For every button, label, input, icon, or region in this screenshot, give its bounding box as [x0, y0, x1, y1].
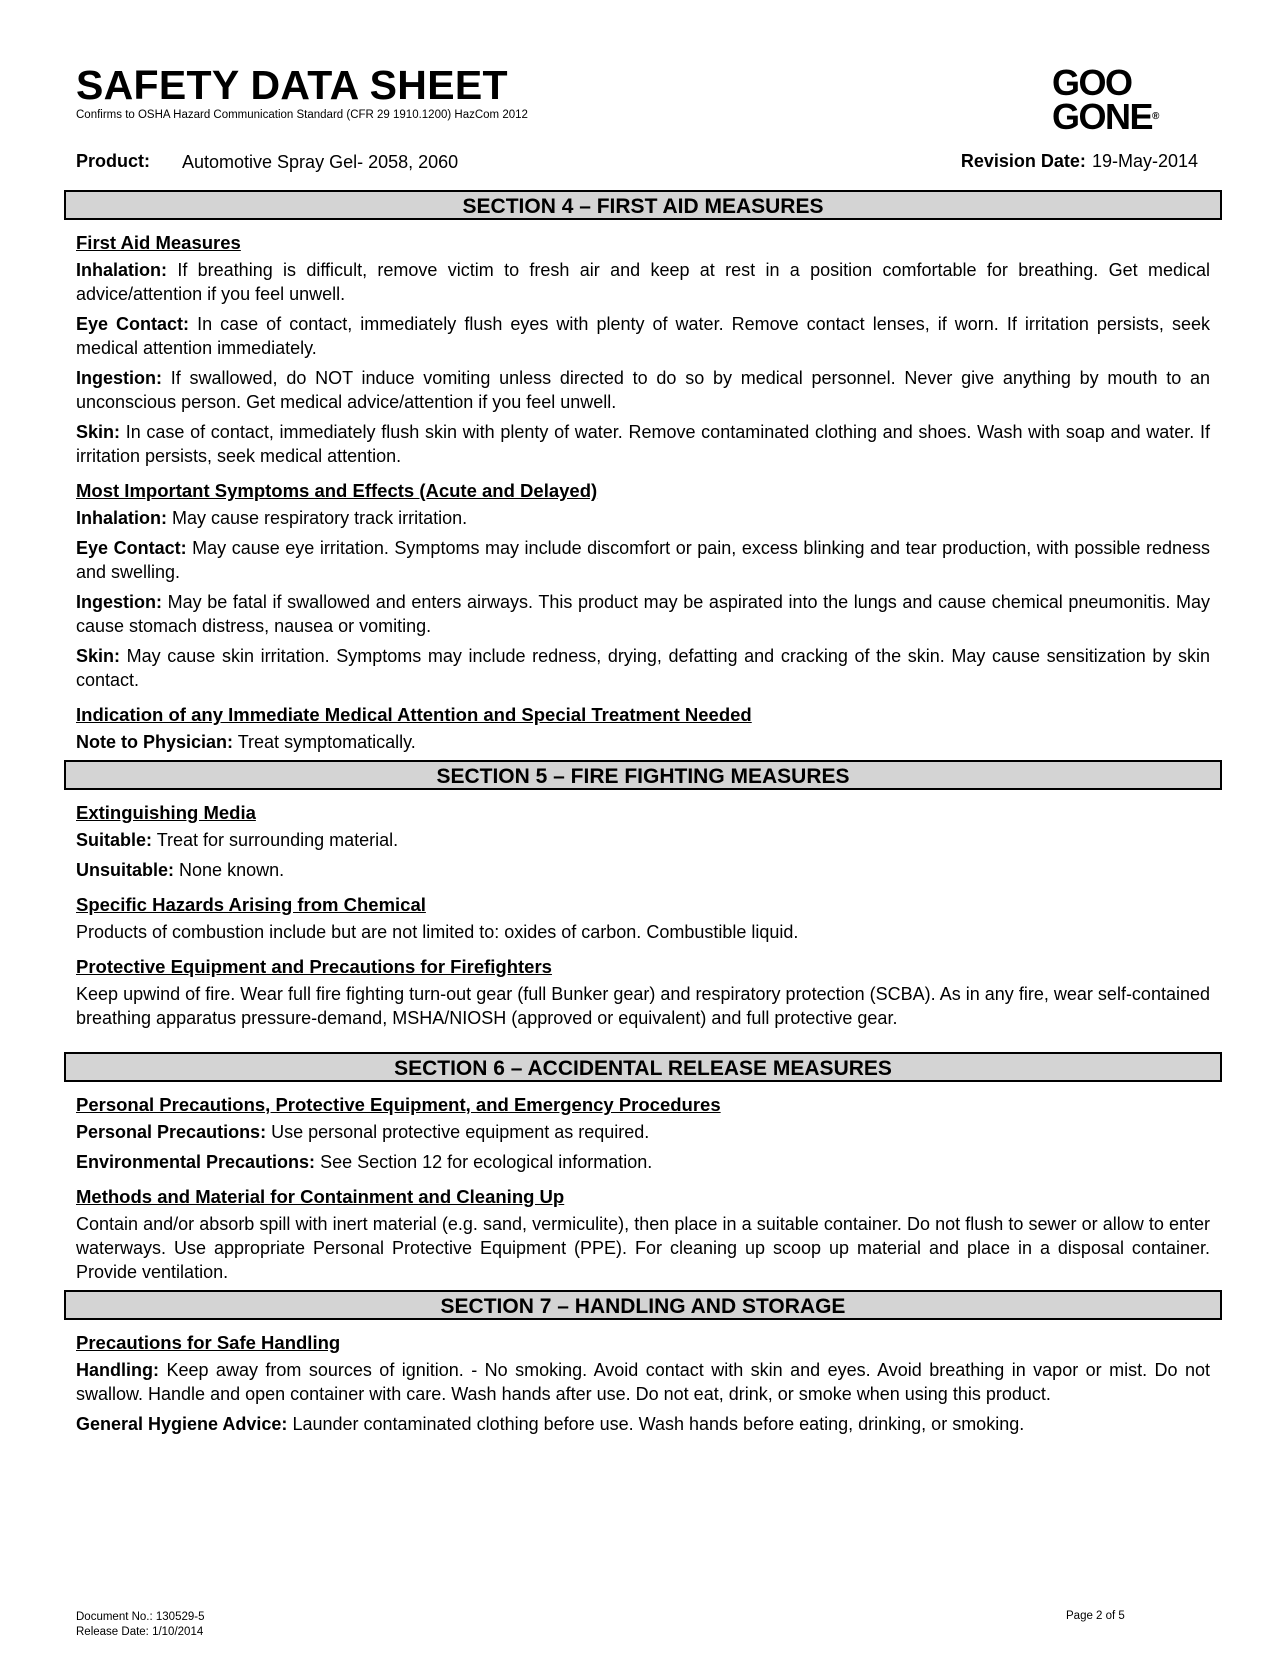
paragraph-text: Treat symptomatically. [237, 732, 416, 752]
paragraph-label: Environmental Precautions: [76, 1152, 316, 1172]
document-title: SAFETY DATA SHEET [76, 62, 508, 108]
paragraph-text: If breathing is difficult, remove victim to fresh air and keep at rest in a position comfortable for breathing. Get medical advice/attention if you feel unwell. [76, 260, 1210, 304]
subsection-heading: Specific Hazards Arising from Chemical [76, 894, 426, 915]
subsection-heading: Methods and Material for Containment and Cleaning Up [76, 1186, 565, 1207]
paragraph [76, 590, 1210, 638]
subsection-heading: Extinguishing Media [76, 802, 256, 823]
paragraph-label: Inhalation: [76, 260, 167, 280]
paragraph [76, 258, 1210, 306]
revision-label: Revision Date: [960, 151, 1086, 171]
revision-value: 19-May-2014 [1091, 151, 1198, 171]
subsection-heading: First Aid Measures [76, 232, 241, 253]
paragraph-label: Skin: [76, 422, 121, 442]
product-value: Automotive Spray Gel- 2058, 2060 [182, 152, 459, 172]
paragraph-text: If swallowed, do NOT induce vomiting unless directed to do so by medical personnel. Never give anything by mouth to an unconscious person. Get medical advice/attention if you feel unwell. [76, 368, 1210, 412]
paragraph-label: Ingestion: [76, 592, 162, 612]
paragraph-text: May be fatal if swallowed and enters airways. This product may be aspirated into the lungs and cause chemical pneumonitis. May cause stomach distress, nausea or vomiting. [76, 592, 1210, 636]
paragraph-label: Personal Precautions: [76, 1122, 267, 1142]
product-label: Product: [76, 151, 150, 171]
section-heading: SECTION 7 – HANDLING AND STORAGE [64, 1290, 1222, 1320]
paragraph [76, 1150, 1210, 1174]
document-number: Document No.: 130529-5 [76, 1611, 205, 1623]
registered-mark: ® [1152, 111, 1160, 122]
section-heading: SECTION 6 – ACCIDENTAL RELEASE MEASURES [64, 1052, 1222, 1082]
footer-document-info [76, 1610, 205, 1640]
paragraph-label: Inhalation: [76, 508, 167, 528]
section-heading: SECTION 5 – FIRE FIGHTING MEASURES [64, 760, 1222, 790]
paragraph [76, 644, 1210, 692]
spacer [64, 1036, 1222, 1052]
paragraph-text: Contain and/or absorb spill with inert material (e.g. sand, vermiculite), then place in a suitable container. Do not flush to sewer or allow to enter waterways. Use appropriate Personal Protective Equipment (PPE). For cleaning up scoop up material and place in a disposal container. Provide ventilation. [76, 1214, 1210, 1282]
subsection-heading: Protective Equipment and Precautions for Firefighters [76, 956, 552, 977]
paragraph-text: In case of contact, immediately flush eyes with plenty of water. Remove contact lenses, if worn. If irritation persists, seek medical attention immediately. [76, 314, 1210, 358]
paragraph-text: None known. [179, 860, 285, 880]
section-heading: SECTION 4 – FIRST AID MEASURES [64, 190, 1222, 220]
subsection-heading: Precautions for Safe Handling [76, 1332, 341, 1353]
paragraph-text: May cause respiratory track irritation. [172, 508, 468, 528]
paragraph [76, 1358, 1210, 1406]
compliance-statement: Confirms to OSHA Hazard Communication Standard (CFR 29 1910.1200) HazCom 2012 [76, 109, 528, 121]
paragraph [76, 420, 1210, 468]
product-row [76, 151, 1198, 175]
paragraph-label: Ingestion: [76, 368, 162, 388]
paragraph [76, 920, 1210, 944]
paragraph-text: Keep away from sources of ignition. - No smoking. Avoid contact with skin and eyes. Avoid breathing in vapor or mist. Do not swallow. Handle and open container with care. Wash hands after use. Do not eat, drink, or smoke when using this product. [76, 1360, 1210, 1404]
paragraph-text: See Section 12 for ecological information. [320, 1152, 653, 1172]
sections-container [64, 190, 1222, 1442]
paragraph-text: Products of combustion include but are not limited to: oxides of carbon. Combustible liquid. [76, 922, 799, 942]
paragraph-text: Launder contaminated clothing before use. Wash hands before eating, drinking, or smoking. [292, 1414, 1025, 1434]
paragraph-text: Treat for surrounding material. [156, 830, 399, 850]
paragraph [76, 828, 1210, 852]
paragraph [76, 730, 1210, 754]
subsection-heading: Indication of any Immediate Medical Attention and Special Treatment Needed [76, 704, 752, 725]
paragraph [76, 1120, 1210, 1144]
paragraph [76, 1212, 1210, 1284]
paragraph-text: Use personal protective equipment as required. [271, 1122, 650, 1142]
paragraph-label: Note to Physician: [76, 732, 234, 752]
paragraph [76, 366, 1210, 414]
paragraph [76, 312, 1210, 360]
logo-line-1: GOO [1052, 62, 1132, 103]
subsection-heading: Personal Precautions, Protective Equipment, and Emergency Procedures [76, 1094, 721, 1115]
paragraph-text: In case of contact, immediately flush skin with plenty of water. Remove contaminated clothing and shoes. Wash with soap and water. If irritation persists, seek medical attention. [76, 422, 1210, 466]
logo-line-2: GONE [1052, 96, 1153, 137]
paragraph-label: Unsuitable: [76, 860, 175, 880]
paragraph [76, 506, 1210, 530]
subsection-heading: Most Important Symptoms and Effects (Acute and Delayed) [76, 480, 598, 501]
paragraph [76, 982, 1210, 1030]
paragraph-text: May cause skin irritation. Symptoms may include redness, drying, defatting and cracking of the skin. May cause sensitization by skin contact. [76, 646, 1210, 690]
paragraph-label: Skin: [76, 646, 121, 666]
revision-date [961, 151, 1198, 172]
paragraph-label: Eye Contact: [76, 314, 190, 334]
paragraph-text: May cause eye irritation. Symptoms may include discomfort or pain, excess blinking and tear production, with possible redness and swelling. [76, 538, 1210, 582]
paragraph-label: General Hygiene Advice: [76, 1414, 288, 1434]
paragraph-label: Handling: [76, 1360, 159, 1380]
page-number: Page 2 of 5 [1066, 1610, 1125, 1622]
paragraph [76, 536, 1210, 584]
paragraph-text: Keep upwind of fire. Wear full fire fighting turn-out gear (full Bunker gear) and respiratory protection (SCBA). As in any fire, wear self-contained breathing apparatus pressure-demand, MSHA/NIOSH (approved or equivalent) and full protective gear. [76, 984, 1210, 1028]
paragraph-label: Eye Contact: [76, 538, 187, 558]
paragraph [76, 858, 1210, 882]
goo-gone-logo [1052, 62, 1160, 137]
release-date: Release Date: 1/10/2014 [76, 1626, 204, 1638]
paragraph-label: Suitable: [76, 830, 153, 850]
paragraph [76, 1412, 1210, 1436]
